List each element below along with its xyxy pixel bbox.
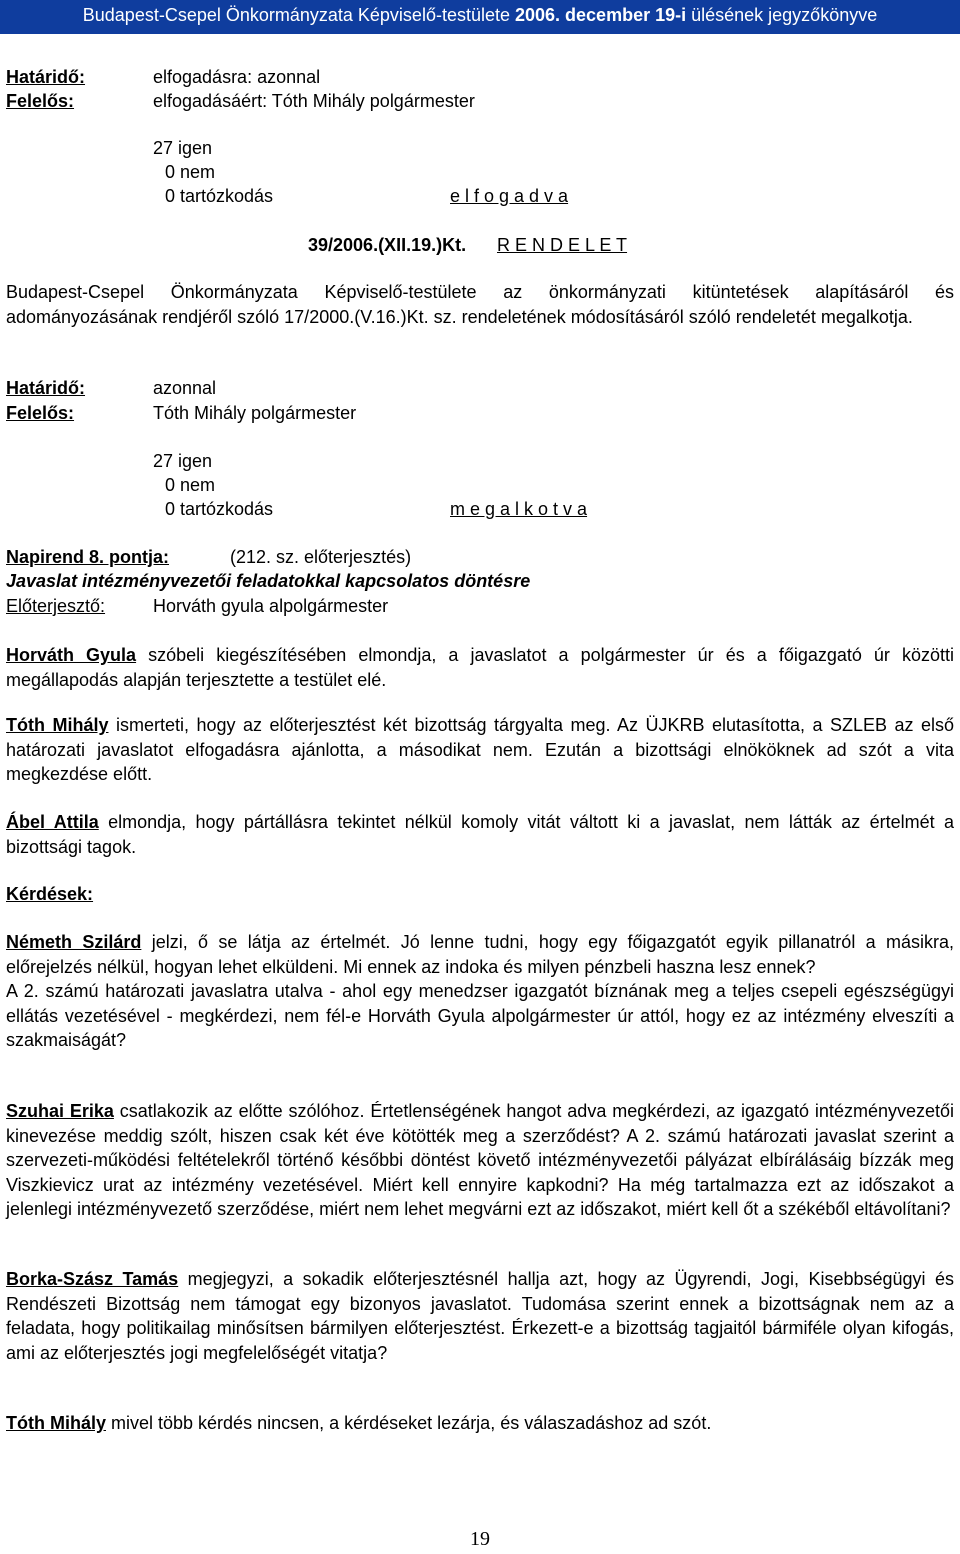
kerdesek-heading: Kérdések: — [6, 884, 94, 904]
page-number: 19 — [470, 1528, 490, 1550]
speaker-name: Ábel Attila — [6, 812, 99, 832]
question-paragraph — [6, 1099, 954, 1222]
vote-nem-2: 0 nem — [165, 475, 216, 495]
napirend-label: Napirend 8. pontja: — [6, 547, 170, 567]
vote-result-2: m e g a l k o t v a — [450, 499, 588, 519]
vote-tartozkodas-2: 0 tartózkodás — [165, 499, 274, 519]
question-paragraph — [6, 930, 954, 1053]
question-text: mivel több kérdés nincsen, a kérdéseket lezárja, és válaszadáshoz ad szót. — [106, 1413, 712, 1433]
paragraph — [6, 810, 954, 859]
felelos-value-1: elfogadásáért: Tóth Mihály polgármester — [153, 91, 475, 111]
paragraph-text: elmondja, hogy pártállásra tekintet nélkül komoly vitát váltott ki a javaslat, nem látták az értelmét a bizottsági tagok. — [6, 812, 955, 857]
eloterjeszto-label: Előterjesztő: — [6, 596, 106, 616]
question-text: csatlakozik az előtte szólóhoz. Értetlenségének hangot adva megkérdezi, az igazgató intézményvezetői kinevezése meddig szólt, hiszen csak két éve kötötték meg a szerződést? A 2. számú határozati javaslat szerint a szervezeti-működési feltételekről történő későbbi döntést követő intézményvezetői pályázat elbírálásáig bízzák meg Viszkievicz urat az intézmény vezetésével. Miért kell ennyire kapkodni? Ha még tartalmazza ezt az időszakot a jelenlegi intézményvezető szerződése, miért nem lehet megvárni ezt az időszakot, miért kell őt a székéből eltávolítani? — [6, 1101, 954, 1220]
speaker-name: Tóth Mihály — [6, 715, 109, 735]
speaker-name: Horváth Gyula — [6, 645, 137, 665]
hatarido-value-2: azonnal — [153, 378, 217, 398]
question-paragraph — [6, 1267, 954, 1365]
vote-igen-1: 27 igen — [153, 138, 213, 158]
hatarido-label-1: Határidő: — [6, 67, 86, 87]
vote-result-1: e l f o g a d v a — [450, 186, 569, 206]
paragraph-text: szóbeli kiegészítésében elmondja, a javaslatot a polgármester úr és a főigazgató úr közötti megállapodás alapján terjesztette a testület elé. — [6, 645, 954, 690]
paragraph — [6, 713, 954, 787]
felelos-value-2: Tóth Mihály polgármester — [153, 403, 357, 423]
page-header — [0, 0, 960, 34]
eloterjeszto-value: Horváth gyula alpolgármester — [153, 596, 389, 616]
hatarido-label-2: Határidő: — [6, 378, 86, 398]
vote-nem-1: 0 nem — [165, 162, 216, 182]
rendelet-number: 39/2006.(XII.19.)Kt. — [308, 235, 467, 255]
napirend-ref: (212. sz. előterjesztés) — [230, 547, 412, 567]
speaker-name: Németh Szilárd — [6, 932, 142, 952]
paragraph — [6, 643, 954, 692]
speaker-name: Tóth Mihály — [6, 1413, 106, 1433]
question-paragraph — [6, 1411, 954, 1436]
question-text-extra: A 2. számú határozati javaslatra utalva - ahol egy menedzser igazgatót bíznának meg a teljes csepeli egészségügyi ellátás vezetésével - megkérdezi, nem fél-e Horváth Gyula alpolgármester úr attól, hogy ez az intézmény elveszíti a szakmaiságát? — [6, 981, 954, 1051]
rendelet-label: R E N D E L E T — [497, 235, 628, 255]
header-text-3: ülésének jegyzőkönyve — [686, 5, 878, 25]
paragraph-text: ismerteti, hogy az előterjesztést két bizottság tárgyalta meg. Az ÜJKRB elutasította, a SZLEB az első határozati javaslatot elfogadásra ajánlotta, a másodikat nem. Ezután a bizottsági elnököknek ad szót a vita megkezdése előtt. — [6, 715, 955, 785]
vote-igen-2: 27 igen — [153, 451, 213, 471]
vote-tartozkodas-1: 0 tartózkodás — [165, 186, 274, 206]
felelos-label-1: Felelős: — [6, 91, 75, 111]
felelos-label-2: Felelős: — [6, 403, 75, 423]
hatarido-value-1: elfogadásra: azonnal — [153, 67, 321, 87]
header-date: 2006. december 19-i — [515, 5, 687, 25]
header-text-1: Budapest-Csepel Önkormányzata Képviselő-testülete — [82, 5, 515, 25]
napirend-title: Javaslat intézményvezetői feladatokkal kapcsolatos döntésre — [6, 571, 531, 591]
question-text: jelzi, ő se látja az értelmét. Jó lenne tudni, hogy egy főigazgatót egyik pillanatról a másikra, előrejelzés nélkül, hogyan lehet elküldeni. Mi ennek az indoka és milyen pénzbeli haszna lesz ennek? — [6, 932, 954, 977]
question-text: megjegyzi, a sokadik előterjesztésnél hallja azt, hogy az Ügyrendi, Jogi, Kisebbségügyi és Rendészeti Bizottság nem támogat egy bizonyos javaslatot. Tudomása szerint ennek a bizottságnak nem az a feladata, hogy politikailag minősítsen bármilyen előterjesztést. Érkezett-e a bizottság tagjaitól bármiféle olyan kifogás, ami az előterjesztés jogi megfelelőségét vitatja? — [6, 1269, 955, 1363]
speaker-name: Borka-Szász Tamás — [6, 1269, 179, 1289]
rendelet-text: Budapest-Csepel Önkormányzata Képviselő-testülete az önkormányzati kitüntetések alapításáról és adományozásának rendjéről szóló 17/2000.(V.16.)Kt. sz. rendeletének módosításáról szóló rendeletét megalkotja. — [6, 282, 954, 327]
speaker-name: Szuhai Erika — [6, 1101, 114, 1121]
